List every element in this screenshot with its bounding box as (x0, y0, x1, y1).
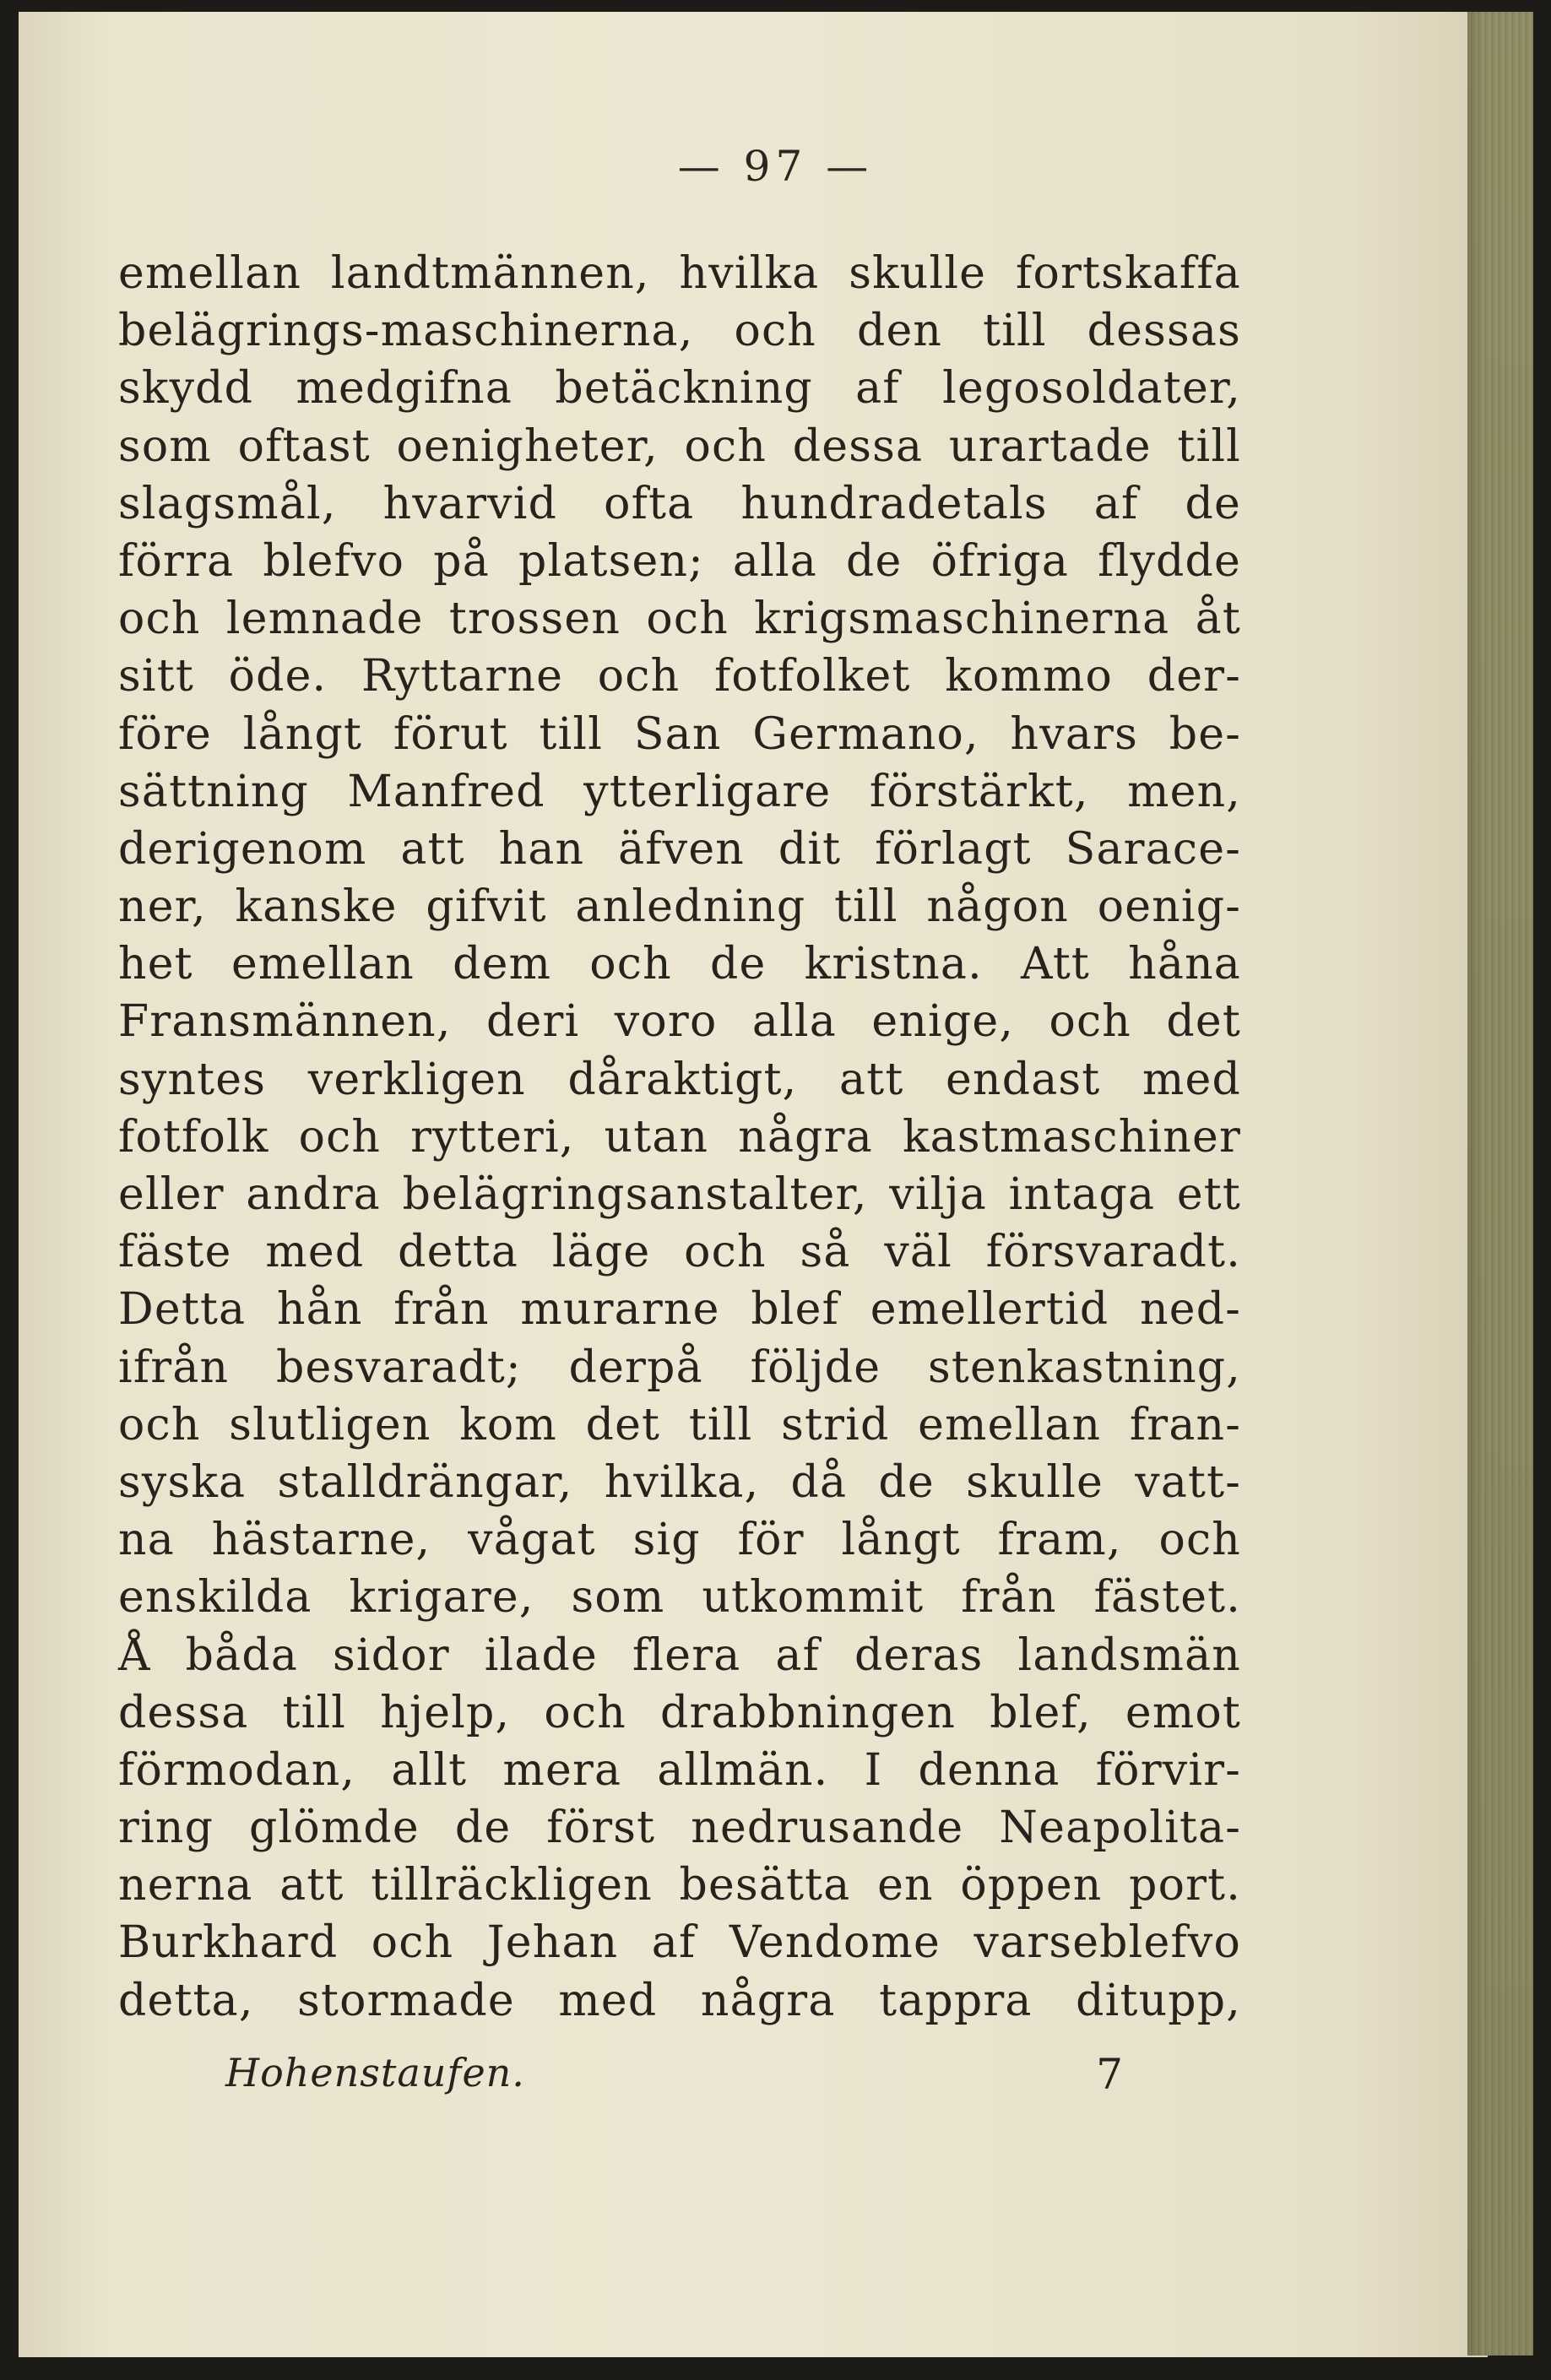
text-line: ner, kanske gifvit anledning till någon oenig- (118, 881, 1241, 933)
text-line: Å båda sidor ilade flera af deras landsmän (118, 1629, 1241, 1681)
text-line: Burkhard och Jehan af Vendome varseblefvo (118, 1917, 1241, 1969)
page-footer (118, 2050, 1123, 2117)
text-line: sättning Manfred ytterligare förstärkt, men, (118, 766, 1241, 817)
body-text (118, 245, 1241, 2030)
text-line: syska stalldrängar, hvilka, då de skulle vatt- (118, 1456, 1241, 1508)
text-line: fäste med detta läge och så väl försvaradt. (118, 1227, 1241, 1278)
page-edges-shade (1467, 12, 1483, 2356)
text-line: derigenom att han äfven dit förlagt Sarace- (118, 823, 1241, 875)
text-line: före långt förut till San Germano, hvars be- (118, 708, 1241, 760)
sheet-number: 7 (1096, 2050, 1123, 2099)
text-line: na hästarne, vågat sig för långt fram, och (118, 1515, 1241, 1566)
signature-mark: Hohenstaufen. (225, 2050, 525, 2095)
text-line: fotfolk och rytteri, utan några kastmaschiner (118, 1111, 1241, 1163)
text-line: och lemnade trossen och krigsmaschinerna åt (118, 594, 1241, 645)
text-line: slagsmål, hvarvid ofta hundradetals af de (118, 478, 1241, 529)
text-line: ifrån besvaradt; derpå följde stenkastning, (118, 1342, 1241, 1393)
text-line: förra blefvo på platsen; alla de öfriga flydde (118, 535, 1241, 587)
text-line: sitt öde. Ryttarne och fotfolket kommo der- (118, 651, 1241, 702)
text-line: emellan landtmännen, hvilka skulle fortskaffa (118, 248, 1241, 299)
text-line: dessa till hjelp, och drabbningen blef, emot (118, 1687, 1241, 1738)
text-line: eller andra belägringsanstalter, vilja intaga ett (118, 1169, 1241, 1220)
text-line: enskilda krigare, som utkommit från fästet. (118, 1572, 1241, 1624)
text-line: het emellan dem och de kristna. Att håna (118, 939, 1241, 990)
text-line: ring glömde de först nedrusande Neapolita- (118, 1803, 1241, 1854)
page-number-header: — 97 — (677, 142, 874, 191)
text-line: syntes verkligen dåraktigt, att endast med (118, 1054, 1241, 1105)
text-line: nerna att tillräckligen besätta en öppen port. (118, 1860, 1241, 1911)
text-line: belägrings-maschinerna, och den till dessas (118, 306, 1241, 357)
text-line: och slutligen kom det till strid emellan fran- (118, 1399, 1241, 1450)
text-line: som oftast oenigheter, och dessa urartade till (118, 420, 1241, 472)
text-line: förmodan, allt mera allmän. I denna förvir- (118, 1744, 1241, 1796)
text-line: Fransmännen, deri voro alla enige, och det (118, 996, 1241, 1048)
text-line: Detta hån från murarne blef emellertid ned- (118, 1284, 1241, 1336)
text-line: skydd medgifna betäckning af legosoldater, (118, 363, 1241, 415)
text-line: detta, stormade med några tappra ditupp, (118, 1975, 1241, 2026)
